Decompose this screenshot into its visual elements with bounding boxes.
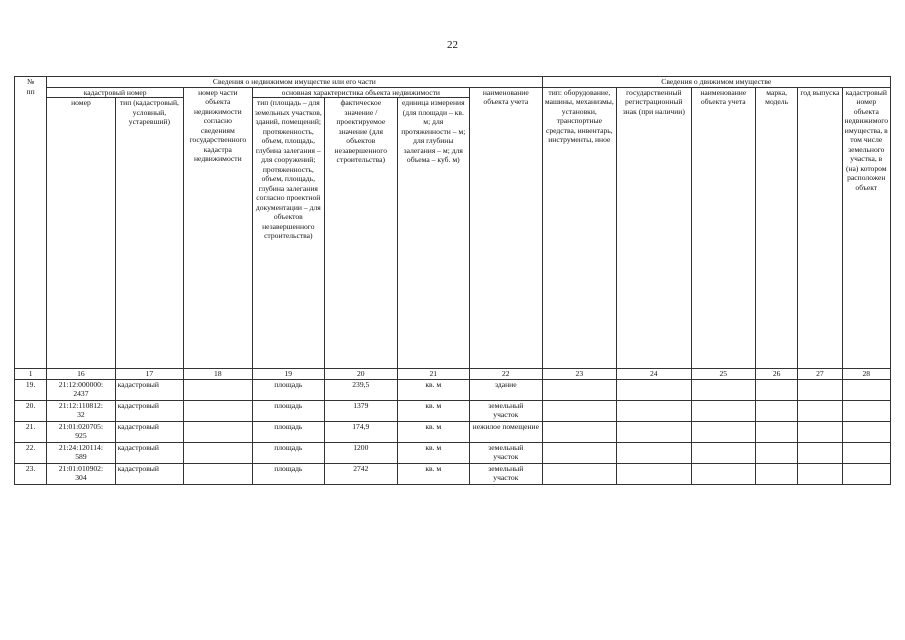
- object-name: нежилое помещение: [470, 421, 543, 442]
- column-number-row: [15, 369, 891, 380]
- header-row-groups: [15, 77, 891, 88]
- header-cad-type: тип (кадастровый, условный, устаревший): [115, 98, 183, 369]
- unit: кв. м: [397, 463, 469, 484]
- object-name: земельный участок: [470, 463, 543, 484]
- row-index: 19.: [15, 379, 47, 400]
- column-number: 23: [542, 369, 616, 380]
- reg-sign: [617, 442, 691, 463]
- unit: кв. м: [397, 442, 469, 463]
- cadastral-number: 21:24:120114: 589: [47, 442, 115, 463]
- year-issue: [798, 421, 842, 442]
- column-number: 21: [397, 369, 469, 380]
- header-cadastral-number: кадастровый номер: [47, 87, 184, 98]
- header-row-subgroups: [15, 87, 891, 98]
- object-name: земельный участок: [470, 442, 543, 463]
- characteristic-value: 174,9: [325, 421, 397, 442]
- characteristic-type: площадь: [252, 379, 324, 400]
- table-row: [15, 379, 891, 400]
- movable-name: [691, 421, 755, 442]
- cadastral-type: кадастровый: [115, 442, 183, 463]
- characteristic-value: 239,5: [325, 379, 397, 400]
- column-number: 19: [252, 369, 324, 380]
- part-number: [184, 421, 252, 442]
- movable-name: [691, 442, 755, 463]
- table-row: [15, 421, 891, 442]
- reg-sign: [617, 379, 691, 400]
- year-issue: [798, 442, 842, 463]
- characteristic-value: 1200: [325, 442, 397, 463]
- header-number: номер: [47, 98, 115, 369]
- part-number: [184, 379, 252, 400]
- land-cadastral: [842, 463, 890, 484]
- movable-type: [542, 463, 616, 484]
- movable-name: [691, 463, 755, 484]
- land-cadastral: [842, 442, 890, 463]
- column-number: 22: [470, 369, 543, 380]
- object-name: земельный участок: [470, 400, 543, 421]
- cadastral-type: кадастровый: [115, 463, 183, 484]
- year-issue: [798, 400, 842, 421]
- header-char-type: тип (площадь – для земельных участков, зданий, помещений; протяженность, объем, площадь, глубина залегания – для сооружений; протяженность, объем, площадь, глубина залегания согласно проектной документации – для объектов незавершенного строительства): [252, 98, 324, 369]
- movable-type: [542, 400, 616, 421]
- characteristic-type: площадь: [252, 400, 324, 421]
- header-immovable-group: Сведения о недвижимом имуществе или его части: [47, 77, 542, 88]
- brand-model: [755, 463, 797, 484]
- property-register-table: [14, 76, 891, 485]
- characteristic-value: 2742: [325, 463, 397, 484]
- land-cadastral: [842, 400, 890, 421]
- year-issue: [798, 379, 842, 400]
- row-index: 20.: [15, 400, 47, 421]
- row-index: 22.: [15, 442, 47, 463]
- part-number: [184, 442, 252, 463]
- column-number: 16: [47, 369, 115, 380]
- characteristic-type: площадь: [252, 463, 324, 484]
- brand-model: [755, 400, 797, 421]
- column-number: 18: [184, 369, 252, 380]
- header-movable-name: наименование объекта учета: [691, 87, 755, 369]
- movable-name: [691, 379, 755, 400]
- brand-model: [755, 442, 797, 463]
- unit: кв. м: [397, 379, 469, 400]
- cadastral-number: 21:12:000000: 2437: [47, 379, 115, 400]
- header-state-reg-sign: государственный регистрационный знак (при наличии): [617, 87, 691, 369]
- page-number: 22: [447, 39, 458, 51]
- header-part-number: номер части объекта недвижимости согласно сведениям государственного кадастра недвижимости: [184, 87, 252, 369]
- header-main-characteristic: основная характеристика объекта недвижимости: [252, 87, 469, 98]
- header-object-name: наименование объекта учета: [470, 87, 543, 369]
- cadastral-number: 21:12:110812: 32: [47, 400, 115, 421]
- cadastral-number: 21:01:010902: 304: [47, 463, 115, 484]
- reg-sign: [617, 463, 691, 484]
- object-name: здание: [470, 379, 543, 400]
- year-issue: [798, 463, 842, 484]
- column-number: 1: [15, 369, 47, 380]
- row-index: 21.: [15, 421, 47, 442]
- land-cadastral: [842, 379, 890, 400]
- unit: кв. м: [397, 400, 469, 421]
- characteristic-value: 1379: [325, 400, 397, 421]
- header-actual-value: фактическое значение / проектируемое значение (для объектов незавершенного строительства): [325, 98, 397, 369]
- column-number: 28: [842, 369, 890, 380]
- movable-type: [542, 442, 616, 463]
- movable-type: [542, 421, 616, 442]
- unit: кв. м: [397, 421, 469, 442]
- header-unit: единица измерения (для площади – кв. м; для протяженности – м; для глубины залегания – м; для объема – куб. м): [397, 98, 469, 369]
- part-number: [184, 400, 252, 421]
- movable-name: [691, 400, 755, 421]
- table-row: [15, 463, 891, 484]
- column-number: 26: [755, 369, 797, 380]
- header-land-cadastral: кадастровый номер объекта недвижимого имущества, в том числе земельного участка, в (на) котором расположен объект: [842, 87, 890, 369]
- cadastral-type: кадастровый: [115, 421, 183, 442]
- reg-sign: [617, 400, 691, 421]
- reg-sign: [617, 421, 691, 442]
- column-number: 17: [115, 369, 183, 380]
- brand-model: [755, 379, 797, 400]
- table-row: [15, 442, 891, 463]
- header-no: № пп: [15, 77, 47, 369]
- brand-model: [755, 421, 797, 442]
- column-number: 25: [691, 369, 755, 380]
- cadastral-type: кадастровый: [115, 400, 183, 421]
- cadastral-type: кадастровый: [115, 379, 183, 400]
- header-year-issue: год выпуска: [798, 87, 842, 369]
- characteristic-type: площадь: [252, 421, 324, 442]
- land-cadastral: [842, 421, 890, 442]
- column-number: 20: [325, 369, 397, 380]
- header-movable-group: Сведения о движимом имуществе: [542, 77, 890, 88]
- cadastral-number: 21:01:020705: 925: [47, 421, 115, 442]
- movable-type: [542, 379, 616, 400]
- column-number: 24: [617, 369, 691, 380]
- column-number: 27: [798, 369, 842, 380]
- part-number: [184, 463, 252, 484]
- characteristic-type: площадь: [252, 442, 324, 463]
- row-index: 23.: [15, 463, 47, 484]
- header-type-movable: тип: оборудование, машины, механизмы, установки, транспортные средства, инвентарь, инструменты, иное: [542, 87, 616, 369]
- table-row: [15, 400, 891, 421]
- header-brand-model: марка, модель: [755, 87, 797, 369]
